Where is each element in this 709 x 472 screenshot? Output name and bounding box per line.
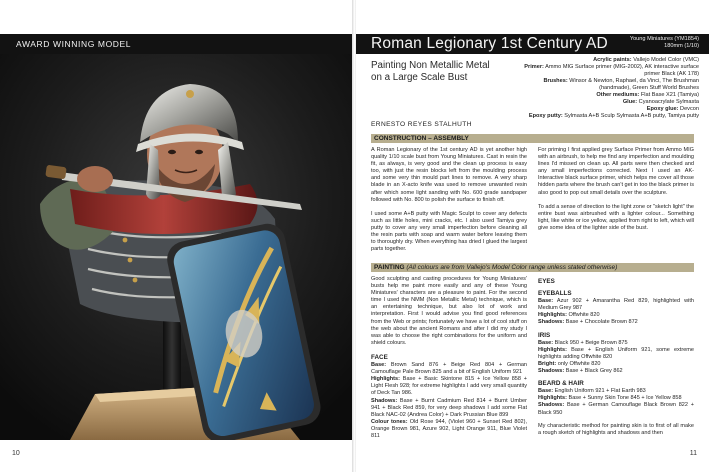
beard-line: Highlights: Base + Sunny Skin Tone 845 + Ice Yellow 858: [538, 395, 682, 402]
eyeballs-heading: EYEBALLS: [538, 290, 572, 298]
author-byline: ERNESTO REYES STALHUTH: [371, 121, 472, 128]
construction-column-2: [538, 147, 694, 239]
face-line: Shadows: Base + Burnt Cadmium Red 814 + Burnt Umber 941 + Black Red 859, for very deep shadows I add some Flat Black NAC-02 (Andrea Color) + Dark Prussian Blue 899: [371, 397, 527, 418]
materials-credits: [511, 57, 699, 120]
manufacturer-line1: Young Miniatures (YM1854): [629, 36, 699, 42]
article-title: Roman Legionary 1st Century AD: [371, 35, 608, 52]
section-painting-title: PAINTING (All colours are from Vallejo's Model Color range unless stated otherwise): [374, 264, 618, 271]
paragraph: Good sculpting and casting procedures for Young Miniatures' busts help me paint more easily and any of these Young Miniatures' characters are a pleasure to paint. For the second time I used the NMM (Non Metallic Metal) technique, which is an entertaining technique, but also lot of work and interpretation. First I would advise you find good references from the Web or prints; fortunately we have a lot of cool stuff on the web about the ancient Romans and after I did my study I was able to choose the right combinations for the uniform and shield colours.: [371, 276, 527, 346]
award-winning-label: AWARD WINNING MODEL: [16, 39, 132, 49]
manufacturer-info: [630, 36, 699, 50]
painting-column-2: [538, 276, 694, 444]
paragraph: To add a sense of direction to the light zone or "sketch light" the entire bust was airbrushed with a lighter colour... Something light, like white or ice yellow, applied from right to left, which will give some idea of the lighter side of the bust.: [538, 203, 694, 231]
credit-line: Epoxy putty: Sylmasta A+B Sculp Sylmasta A+B putty, Tamiya putty: [528, 113, 699, 120]
section-painting-bar: [371, 263, 694, 272]
face-line: Highlights: Base + Basic Skintone 815 + Ice Yellow 858 + Light Flesh 928; for extreme highlights I add very small quantity of Deck Tan 986.: [371, 376, 527, 397]
credit-line: Acrylic paints: Vallejo Model Color (VMC): [593, 57, 699, 63]
paragraph: I used some A+B putty with Magic Sculpt to cover any defects such as little holes, mini cracks, etc. I also used Tamiya grey putty to cover any very small imperfection before cleaning all the resin parts with soap and warm water before leaving them to thoroughly dry. When everything has dried I glued the largest parts together.: [371, 210, 527, 253]
credit-line: Glue: Cyanoacrylate Sylmasta: [622, 99, 699, 106]
iris-line: Highlights: Base + English Uniform 921, some extreme highlights adding Offwhite 820: [538, 346, 694, 360]
iris-line: Bright: only Offwhite 820: [538, 360, 601, 367]
paragraph: For priming I first applied grey Surface Primer from Ammo MIG with an airbrush, to help me find any imperfection and moulding lines I'd missed on clean up. All parts were then checked and any small imperfections corrected. Next I used an AK-Interactive black surface primer, which helps me cover all those hidden parts where the brush can't get in too the black primer is also good to pop out small details over the sculpture.: [538, 147, 694, 196]
beard-line: Shadows: Base + German Camouflage Black Brown 822 + Black 950: [538, 402, 694, 416]
face-line: Base: Brown Sand 876 + Beige Red 804 + German Camouflage Pale Brown 825 and a bit of English Uniform 921: [371, 362, 527, 376]
page-number-right: 11: [689, 450, 697, 457]
left-page-header-band: [0, 34, 352, 54]
section-construction-title: CONSTRUCTION – ASSEMBLY: [374, 135, 469, 142]
eyes-heading: EYES: [538, 278, 555, 285]
eyeballs-line: Shadows: Base + Chocolate Brown 872: [538, 319, 638, 326]
paragraph: My characteristic method for painting skin is to first of all make a rough sketch of highlights and shadows and then: [538, 422, 694, 436]
eyeballs-line: Highlights: Offwhite 820: [538, 312, 600, 319]
roman-legionary-bust-image: [0, 54, 352, 440]
bust-photo: [0, 54, 352, 440]
credit-line: Primer: Ammo MIG Surface primer (MIG-2002), AK interactive surface primer Black (AK 178): [524, 64, 699, 78]
credit-line: Other mediums: Flat Base X21 (Tamiya): [596, 92, 699, 99]
beard-line: Base: English Uniform 921 + Flat Earth 983: [538, 388, 646, 395]
iris-line: Base: Black 950 + Beige Brown 875: [538, 339, 628, 346]
iris-line: Shadows: Base + Black Grey 862: [538, 368, 623, 375]
eyeballs-line: Base: Azur 902 + Amarantha Red 829, highlighted with Medium Grey 987: [538, 298, 694, 312]
article-subtitle: [371, 60, 501, 84]
credit-line: Brushes: Winsor & Newton, Raphael, da Vinci, The Brushman (handmade), Green Stuff World Brushes: [543, 78, 699, 92]
beard-heading: BEARD & HAIR: [538, 380, 584, 388]
credit-line: Epoxy glue: Devcon: [646, 106, 699, 113]
paragraph: A Roman Legionary of the 1st century AD is yet another high quality 1/10 scale bust from Young Miniatures. Cast in resin the fit, as always, is very good and the clean up process is easy too, with just the resin blocks left from the moulding process and some very thin mould part lines to remove. A very sharp blade in an X-acto knife was used to remove unwanted resin after which some light sanding with No. 600 grade sandpaper followed with No. 800 to polish the surface to finish off.: [371, 147, 527, 203]
construction-column-1: [371, 147, 527, 260]
left-page-top-margin: [0, 0, 352, 34]
subtitle-line1: Painting Non Metallic Metal: [371, 60, 490, 71]
face-line: Colour tones: Old Rose 944, (Violet 960 + Sunset Red 802), Orange Brown 981, Azure 902, Light Orange 911, Blue Violet 811: [371, 418, 527, 439]
manufacturer-line2: 180mm (1/10): [664, 43, 699, 49]
face-heading: FACE: [371, 353, 388, 361]
page-number-left: 10: [12, 450, 20, 457]
section-construction-bar: [371, 134, 694, 143]
painting-column-1: [371, 276, 527, 440]
right-page: [356, 0, 709, 472]
iris-heading: IRIS: [538, 331, 551, 339]
left-page: [0, 0, 352, 472]
left-page-footer: [0, 440, 352, 472]
subtitle-line2: on a Large Scale Bust: [371, 72, 468, 83]
